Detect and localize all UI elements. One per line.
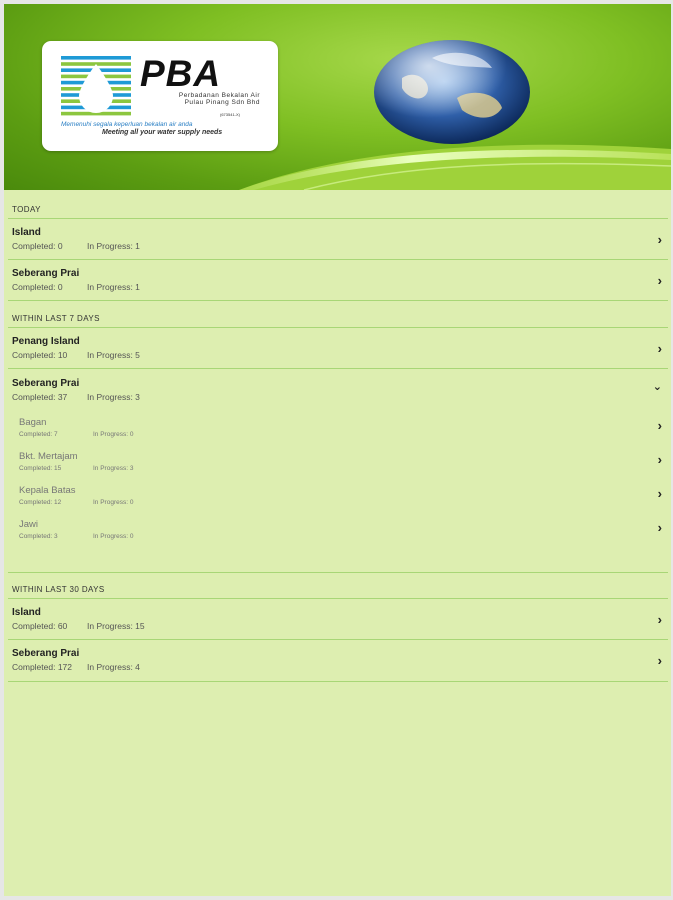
water-drop-logo-icon <box>61 56 131 118</box>
logo-tagline-ms: Memenuhi segala keperluan bekalan air anda <box>61 121 193 128</box>
logo-reg-number: (673541-X) <box>220 112 241 117</box>
completed-count: Completed: 0 <box>12 241 63 251</box>
sub-row-title: Jawi <box>19 519 39 530</box>
section-header-30-days: WITHIN LAST 30 DAYS <box>12 585 105 594</box>
list-item-today-seberang-prai[interactable] <box>8 260 668 300</box>
chevron-down-icon: ⌄ <box>652 381 662 393</box>
in-progress-count: In Progress: 15 <box>87 621 145 631</box>
chevron-right-icon: › <box>657 486 662 501</box>
section-header-7-days: WITHIN LAST 7 DAYS <box>12 314 100 323</box>
chevron-right-icon: › <box>657 520 662 535</box>
row-title: Island <box>12 227 41 238</box>
in-progress-count: In Progress: 0 <box>93 533 134 540</box>
logo-company-name: Perbadanan Bekalan Air Pulau Pinang Sdn Bhd <box>178 92 260 106</box>
divider <box>8 572 668 573</box>
row-title: Island <box>12 607 41 618</box>
list-item-today-island[interactable] <box>8 219 668 259</box>
row-title: Seberang Prai <box>12 378 80 389</box>
completed-count: Completed: 7 <box>19 431 58 438</box>
logo-tagline-en: Meeting all your water supply needs <box>102 129 223 136</box>
sub-row-title: Kepala Batas <box>19 485 76 496</box>
chevron-right-icon: › <box>657 341 662 356</box>
chevron-right-icon: › <box>657 418 662 433</box>
sub-list-item-bagan[interactable] <box>8 411 668 443</box>
sub-list-item-jawi[interactable] <box>8 513 668 545</box>
sub-row-title: Bagan <box>19 417 47 428</box>
chevron-right-icon: › <box>657 273 662 288</box>
in-progress-count: In Progress: 4 <box>87 662 140 672</box>
header-banner <box>4 4 671 190</box>
list-item-7d-seberang-prai-expanded[interactable] <box>8 369 668 409</box>
globe-droplet-icon <box>372 38 532 158</box>
in-progress-count: In Progress: 3 <box>93 465 134 472</box>
completed-count: Completed: 60 <box>12 621 68 631</box>
completed-count: Completed: 3 <box>19 533 58 540</box>
row-title: Seberang Prai <box>12 648 80 659</box>
sub-row-title: Bkt. Mertajam <box>19 451 78 462</box>
in-progress-count: In Progress: 3 <box>87 392 140 402</box>
divider <box>8 681 668 682</box>
sub-list-item-kepala-batas[interactable] <box>8 479 668 511</box>
completed-count: Completed: 10 <box>12 350 68 360</box>
section-header-today: TODAY <box>12 205 41 214</box>
row-title: Seberang Prai <box>12 268 80 279</box>
chevron-right-icon: › <box>657 452 662 467</box>
completed-count: Completed: 172 <box>12 662 73 672</box>
row-title: Penang Island <box>12 336 80 347</box>
completed-count: Completed: 12 <box>19 499 62 506</box>
in-progress-count: In Progress: 0 <box>93 431 134 438</box>
completed-count: Completed: 37 <box>12 392 68 402</box>
completed-count: Completed: 15 <box>19 465 62 472</box>
app-frame <box>4 4 671 896</box>
list-item-30d-seberang-prai[interactable] <box>8 640 668 680</box>
chevron-right-icon: › <box>657 612 662 627</box>
divider <box>8 300 668 301</box>
completed-count: Completed: 0 <box>12 282 63 292</box>
in-progress-count: In Progress: 1 <box>87 241 140 251</box>
chevron-right-icon: › <box>657 232 662 247</box>
in-progress-count: In Progress: 5 <box>87 350 140 360</box>
sub-list-item-bkt-mertajam[interactable] <box>8 445 668 477</box>
pba-logo <box>42 41 278 151</box>
chevron-right-icon: › <box>657 653 662 668</box>
in-progress-count: In Progress: 1 <box>87 282 140 292</box>
in-progress-count: In Progress: 0 <box>93 499 134 506</box>
list-item-30d-island[interactable] <box>8 599 668 639</box>
list-item-7d-penang-island[interactable] <box>8 328 668 368</box>
logo-wordmark: PBA <box>140 53 222 94</box>
